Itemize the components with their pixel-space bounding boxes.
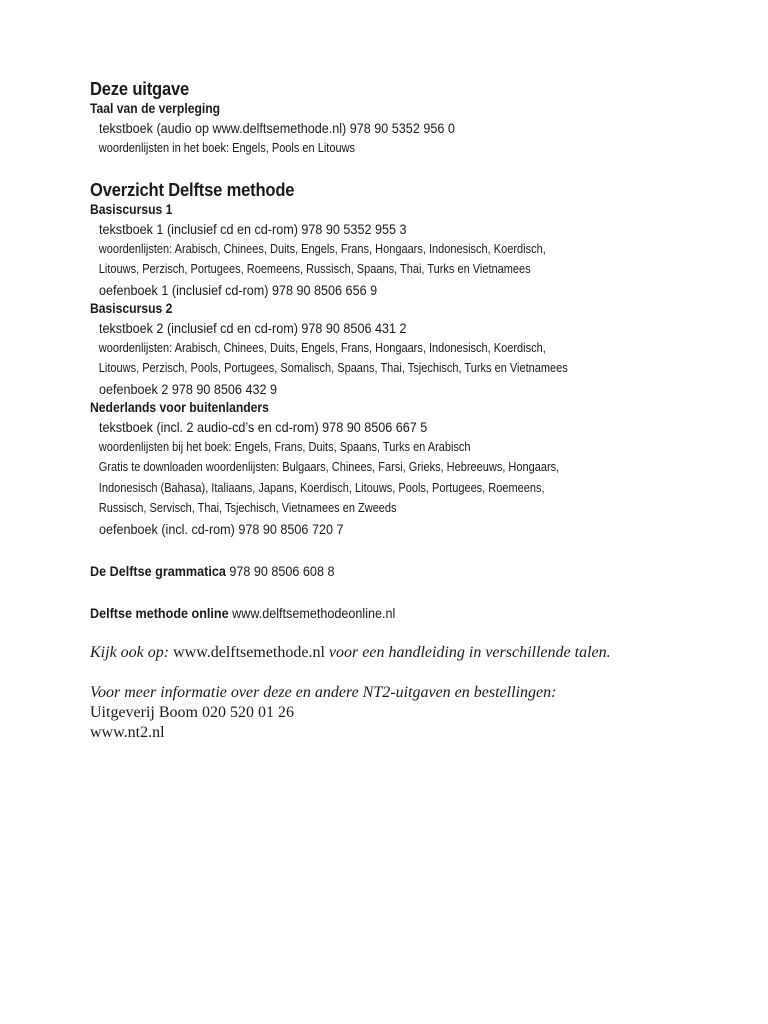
book-details: (inclusief cd en cd-rom) 978 90 8506 431 2 [163, 319, 407, 336]
book-details: (incl. 2 audio-cd’s en cd-rom) 978 90 8506 667 5 [152, 418, 428, 435]
book-details: (inclusief cd-rom) 978 90 8506 656 9 [168, 281, 378, 298]
entry-oefenboek-nvb [90, 519, 666, 539]
note-woordenlijsten-2a: woordenlijsten: Arabisch, Chinees, Duits, Engels, Frans, Hongaars, Indonesisch, Koerdisch, [98, 340, 546, 355]
kijk-suffix: voor een handleiding in verschillende talen. [324, 643, 611, 661]
entry-tekstboek-verpleging [90, 118, 666, 138]
entry-oefenboek-2 [90, 379, 666, 399]
nt2-url[interactable]: www.nt2.nl [90, 723, 165, 741]
grammatica-line [90, 561, 666, 581]
online-label: Delftse methode online [90, 604, 229, 621]
online-line [90, 603, 666, 623]
book-name: tekstboek 1 [99, 220, 164, 237]
subtitle-nederlands-voor-buitenlanders: Nederlands voor buitenlanders [90, 399, 269, 415]
subtitle-taal-van-de-verpleging: Taal van de verpleging [90, 101, 221, 116]
subtitle-basiscursus-2: Basiscursus 2 [90, 300, 173, 316]
note-nvb-2: Gratis te downloaden woordenlijsten: Bulgaars, Chinees, Farsi, Grieks, Hebreeuws, Hongaars, [98, 460, 560, 474]
kijk-ook-op-line [90, 643, 730, 663]
grammatica-isbn: 978 90 8506 608 8 [225, 562, 335, 579]
book-details: (audio op www.delftsemethode.nl) 978 90 5352 956 0 [152, 120, 455, 136]
entry-tekstboek-1 [90, 219, 666, 239]
book-name: oefenboek 2 [99, 380, 169, 397]
note-nvb-3: Indonesisch (Bahasa), Italiaans, Japans, Koerdisch, Litouws, Pools, Portugees, Roemeens, [98, 480, 545, 495]
book-name: tekstboek 2 [99, 319, 164, 336]
book-details: 978 90 8506 432 9 [168, 380, 277, 397]
section-title-deze-uitgave: Deze uitgave [90, 79, 190, 99]
kijk-prefix: Kijk ook op: [90, 643, 174, 661]
book-name: tekstboek [99, 418, 153, 435]
book-name: oefenboek 1 [99, 281, 169, 298]
book-name: oefenboek [99, 520, 158, 537]
book-name: tekstboek [99, 120, 153, 136]
note-woordenlijsten-1a: woordenlijsten: Arabisch, Chinees, Duits, Engels, Frans, Hongaars, Indonesisch, Koerdisch, [98, 241, 546, 256]
online-url[interactable]: www.delftsemethodeonline.nl [228, 604, 396, 621]
entry-tekstboek-2 [90, 318, 666, 338]
book-details: (inclusief cd en cd-rom) 978 90 5352 955 3 [163, 220, 407, 237]
note-woordenlijsten: woordenlijsten in het boek: Engels, Pools en Litouws [98, 141, 356, 155]
entry-tekstboek-nvb [90, 417, 666, 437]
entry-oefenboek-1 [90, 280, 666, 300]
note-nvb-4: Russisch, Servisch, Thai, Tsjechisch, Vietnamees en Zweeds [98, 501, 397, 515]
note-woordenlijsten-2b: Litouws, Perzisch, Pools, Portugees, Somalisch, Spaans, Thai, Tsjechisch, Turks en Vietnamees [98, 361, 568, 375]
publisher-line: Uitgeverij Boom 020 520 01 26 [90, 703, 294, 721]
kijk-url[interactable]: www.delftsemethode.nl [173, 643, 325, 661]
document-page [90, 78, 730, 743]
note-woordenlijsten-1b: Litouws, Perzisch, Portugees, Roemeens, Russisch, Spaans, Thai, Turks en Vietnamees [98, 262, 531, 276]
note-nvb-1: woordenlijsten bij het boek: Engels, Frans, Duits, Spaans, Turks en Arabisch [98, 439, 471, 454]
grammatica-label: De Delftse grammatica [90, 562, 226, 579]
info-line: Voor meer informatie over deze en andere NT2-uitgaven en bestellingen: [90, 683, 557, 701]
subtitle-basiscursus-1: Basiscursus 1 [90, 201, 173, 217]
book-details: (incl. cd-rom) 978 90 8506 720 7 [157, 520, 344, 537]
section-title-overzicht: Overzicht Delftse methode [90, 179, 295, 200]
